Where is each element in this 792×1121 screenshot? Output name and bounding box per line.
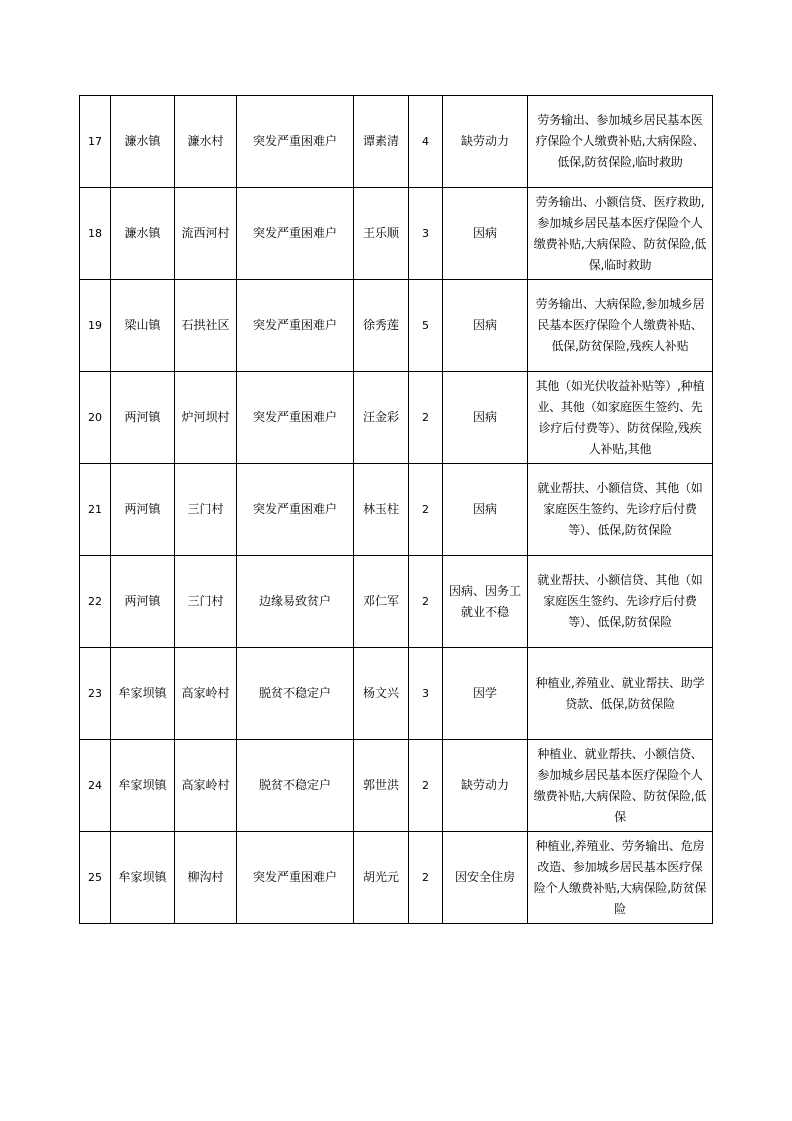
cell-index: 18 xyxy=(80,188,111,280)
cell-category: 边缘易致贫户 xyxy=(237,556,354,648)
cell-village: 三门村 xyxy=(175,464,237,556)
cell-index: 24 xyxy=(80,740,111,832)
cell-town: 牟家坝镇 xyxy=(111,832,175,924)
table-row xyxy=(80,188,713,280)
cell-index: 25 xyxy=(80,832,111,924)
cell-members: 2 xyxy=(409,464,443,556)
table-body xyxy=(80,96,713,924)
cell-measures: 劳务输出、大病保险,参加城乡居民基本医疗保险个人缴费补贴、低保,防贫保险,残疾人补贴 xyxy=(528,280,713,372)
cell-measures: 劳务输出、参加城乡居民基本医疗保险个人缴费补贴,大病保险、低保,防贫保险,临时救助 xyxy=(528,96,713,188)
cell-measures: 劳务输出、小额信贷、医疗救助,参加城乡居民基本医疗保险个人缴费补贴,大病保险、防贫保险,低保,临时救助 xyxy=(528,188,713,280)
cell-measures: 种植业,养殖业、劳务输出、危房改造、参加城乡居民基本医疗保险个人缴费补贴,大病保险,防贫保险 xyxy=(528,832,713,924)
assistance-records-table xyxy=(79,95,713,924)
cell-cause: 因病 xyxy=(443,280,528,372)
cell-index: 17 xyxy=(80,96,111,188)
cell-cause: 因病、因务工就业不稳 xyxy=(443,556,528,648)
cell-name: 邓仁军 xyxy=(354,556,409,648)
cell-town: 两河镇 xyxy=(111,372,175,464)
cell-name: 谭素清 xyxy=(354,96,409,188)
table-row xyxy=(80,372,713,464)
cell-cause: 因安全住房 xyxy=(443,832,528,924)
cell-name: 郭世洪 xyxy=(354,740,409,832)
cell-members: 5 xyxy=(409,280,443,372)
cell-category: 突发严重困难户 xyxy=(237,96,354,188)
cell-index: 19 xyxy=(80,280,111,372)
table-row xyxy=(80,464,713,556)
cell-cause: 缺劳动力 xyxy=(443,740,528,832)
cell-village: 濂水村 xyxy=(175,96,237,188)
table-row xyxy=(80,648,713,740)
cell-category: 脱贫不稳定户 xyxy=(237,648,354,740)
cell-members: 2 xyxy=(409,556,443,648)
cell-name: 王乐顺 xyxy=(354,188,409,280)
cell-cause: 缺劳动力 xyxy=(443,96,528,188)
cell-index: 20 xyxy=(80,372,111,464)
cell-members: 2 xyxy=(409,832,443,924)
cell-name: 汪金彩 xyxy=(354,372,409,464)
cell-name: 杨文兴 xyxy=(354,648,409,740)
cell-village: 高家岭村 xyxy=(175,648,237,740)
cell-town: 牟家坝镇 xyxy=(111,648,175,740)
cell-cause: 因病 xyxy=(443,188,528,280)
cell-village: 高家岭村 xyxy=(175,740,237,832)
table-row xyxy=(80,556,713,648)
cell-category: 突发严重困难户 xyxy=(237,372,354,464)
cell-name: 胡光元 xyxy=(354,832,409,924)
cell-members: 2 xyxy=(409,740,443,832)
cell-category: 突发严重困难户 xyxy=(237,464,354,556)
cell-measures: 其他（如光伏收益补贴等）,种植业、其他（如家庭医生签约、先诊疗后付费等）、防贫保险,残疾人补贴,其他 xyxy=(528,372,713,464)
cell-town: 两河镇 xyxy=(111,464,175,556)
cell-cause: 因病 xyxy=(443,464,528,556)
cell-members: 4 xyxy=(409,96,443,188)
cell-index: 22 xyxy=(80,556,111,648)
cell-town: 濂水镇 xyxy=(111,188,175,280)
cell-name: 林玉柱 xyxy=(354,464,409,556)
cell-category: 突发严重困难户 xyxy=(237,188,354,280)
cell-index: 21 xyxy=(80,464,111,556)
cell-index: 23 xyxy=(80,648,111,740)
cell-name: 徐秀莲 xyxy=(354,280,409,372)
table-row xyxy=(80,832,713,924)
cell-category: 突发严重困难户 xyxy=(237,280,354,372)
cell-category: 突发严重困难户 xyxy=(237,832,354,924)
cell-measures: 种植业,养殖业、就业帮扶、助学贷款、低保,防贫保险 xyxy=(528,648,713,740)
cell-members: 3 xyxy=(409,648,443,740)
cell-town: 两河镇 xyxy=(111,556,175,648)
cell-measures: 就业帮扶、小额信贷、其他（如家庭医生签约、先诊疗后付费等）、低保,防贫保险 xyxy=(528,464,713,556)
table-row xyxy=(80,96,713,188)
cell-village: 柳沟村 xyxy=(175,832,237,924)
cell-category: 脱贫不稳定户 xyxy=(237,740,354,832)
cell-village: 流西河村 xyxy=(175,188,237,280)
cell-cause: 因病 xyxy=(443,372,528,464)
cell-measures: 就业帮扶、小额信贷、其他（如家庭医生签约、先诊疗后付费等）、低保,防贫保险 xyxy=(528,556,713,648)
table-row xyxy=(80,740,713,832)
cell-measures: 种植业、就业帮扶、小额信贷、参加城乡居民基本医疗保险个人缴费补贴,大病保险、防贫保险,低保 xyxy=(528,740,713,832)
cell-village: 三门村 xyxy=(175,556,237,648)
cell-cause: 因学 xyxy=(443,648,528,740)
table-row xyxy=(80,280,713,372)
cell-village: 炉河坝村 xyxy=(175,372,237,464)
cell-town: 牟家坝镇 xyxy=(111,740,175,832)
cell-members: 2 xyxy=(409,372,443,464)
cell-town: 梁山镇 xyxy=(111,280,175,372)
cell-members: 3 xyxy=(409,188,443,280)
cell-village: 石拱社区 xyxy=(175,280,237,372)
cell-town: 濂水镇 xyxy=(111,96,175,188)
